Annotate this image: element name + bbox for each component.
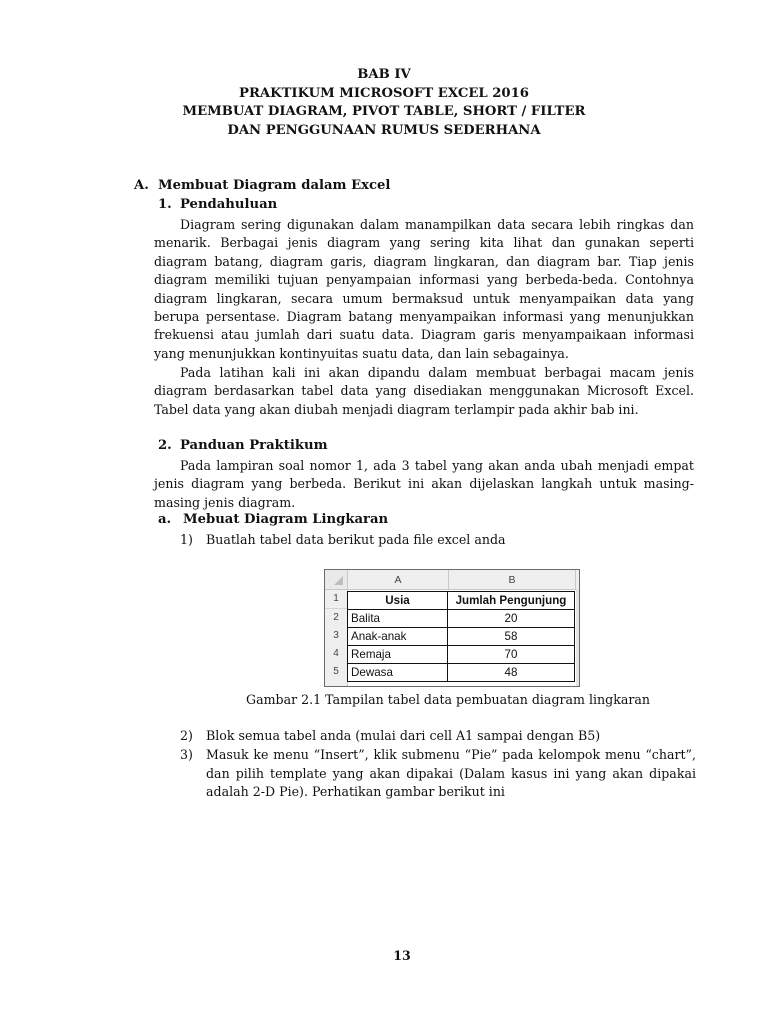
intro-paragraph-2 xyxy=(154,364,694,419)
step-1-text: Buatlah tabel data berikut pada file excel anda xyxy=(206,532,506,547)
subsection-1-heading xyxy=(158,197,277,212)
guide-paragraph xyxy=(154,457,694,512)
cell-a4: Remaja xyxy=(347,646,448,664)
subsection-2-number: 2. xyxy=(158,438,172,453)
row-header-3: 3 xyxy=(325,627,348,646)
cell-b2: 20 xyxy=(448,610,575,628)
chapter-title-line-1: PRAKTIKUM MICROSOFT EXCEL 2016 xyxy=(239,85,529,101)
row-header-empty xyxy=(325,681,348,687)
step-1 xyxy=(180,531,696,550)
figure-caption: Gambar 2.1 Tampilan tabel data pembuatan diagram lingkaran xyxy=(246,692,650,707)
excel-table-figure xyxy=(324,569,580,687)
subsection-2-heading xyxy=(158,438,328,453)
cell-b4: 70 xyxy=(448,646,575,664)
row-header-4: 4 xyxy=(325,645,348,664)
step-3-number: 3) xyxy=(180,747,193,762)
cell-a2: Balita xyxy=(347,610,448,628)
column-header-a: A xyxy=(348,570,449,589)
cell-a1: Usia xyxy=(347,591,448,610)
step-2 xyxy=(180,727,696,746)
row-header-1: 1 xyxy=(325,590,348,609)
guide-paragraph-text: Pada lampiran soal nomor 1, ada 3 tabel yang akan anda ubah menjadi empat jenis diagram yang berbeda. Berikut ini akan dijelaskan langkah untuk masing-masing jenis diagram. xyxy=(154,458,694,510)
intro-paragraph-2-text: Pada latihan kali ini akan dipandu dalam membuat berbagai macam jenis diagram berdasarkan tabel data yang disediakan menggunakan Microsoft Excel. Tabel data yang akan diubah menjadi diagram terlampir pada akhir bab ini. xyxy=(154,365,694,417)
page-number: 13 xyxy=(393,948,411,963)
intro-paragraph-1-text: Diagram sering digunakan dalam manampilkan data secara lebih ringkas dan menarik. Berbagai jenis diagram yang sering kita lihat dan gunakan seperti diagram batang, diagram garis, diagram lingkaran, dan diagram bar. Tiap jenis diagram memiliki tujuan penyampaian informasi yang berbeda-beda. Contohnya diagram lingkaran, secara umum bermaksud untuk menyampaikan data yang berupa persentase. Diagram batang menyampaikan informasi yang menunjukkan frekuensi atau jumlah dari suatu data. Diagram garis menyampaikaan informasi yang menunjukkan kontinyuitas suatu data, dan lain sebagainya. xyxy=(154,217,694,361)
sub-a-title: Mebuat Diagram Lingkaran xyxy=(183,512,389,527)
cell-a5: Dewasa xyxy=(347,664,448,682)
chapter-title-line-2: MEMBUAT DIAGRAM, PIVOT TABLE, SHORT / FILTER xyxy=(182,104,586,119)
section-a-number: A. xyxy=(134,178,149,193)
cell-a3: Anak-anak xyxy=(347,628,448,646)
chapter-label: BAB IV xyxy=(357,67,411,82)
chapter-title-block xyxy=(0,66,768,140)
cell-b3: 58 xyxy=(448,628,575,646)
step-2-text: Blok semua tabel anda (mulai dari cell A1 sampai dengan B5) xyxy=(206,728,601,743)
intro-paragraph-1 xyxy=(154,216,694,363)
vertical-scrollbar xyxy=(576,589,579,686)
subsection-2-title: Panduan Praktikum xyxy=(180,438,328,453)
subsection-1-title: Pendahuluan xyxy=(180,197,278,212)
subsection-1-number: 1. xyxy=(158,197,172,212)
cell-b5: 48 xyxy=(448,664,575,682)
select-all-corner xyxy=(325,570,348,589)
step-1-number: 1) xyxy=(180,532,193,547)
cell-b1: Jumlah Pengunjung xyxy=(448,591,575,610)
step-2-number: 2) xyxy=(180,728,193,743)
row-header-5: 5 xyxy=(325,663,348,682)
step-3-text: Masuk ke menu “Insert”, klik submenu “Pie” pada kelompok menu “chart”, dan pilih template yang akan dipakai (Dalam kasus ini yang akan dipakai adalah 2-D Pie). Perhatikan gambar berikut ini xyxy=(206,747,696,800)
step-3 xyxy=(180,746,696,802)
column-header-b: B xyxy=(449,570,576,589)
sub-a-heading xyxy=(158,512,388,527)
section-a-title: Membuat Diagram dalam Excel xyxy=(158,178,391,193)
section-a-heading xyxy=(134,178,390,193)
row-header-2: 2 xyxy=(325,609,348,628)
chapter-title-line-3: DAN PENGGUNAAN RUMUS SEDERHANA xyxy=(227,122,541,138)
sub-a-number: a. xyxy=(158,512,172,527)
